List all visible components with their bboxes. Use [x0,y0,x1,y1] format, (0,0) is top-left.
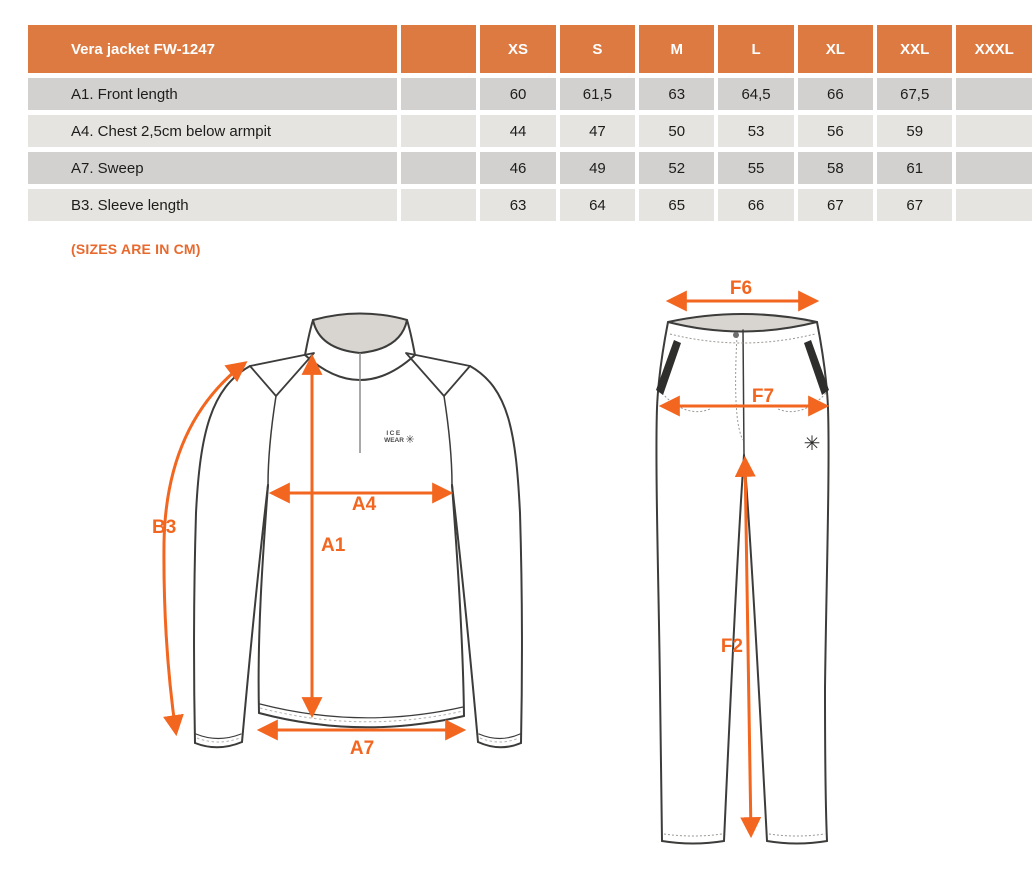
measurement-cell [956,115,1032,147]
size-column-header-xs: XS [480,25,555,73]
units-note: (SIZES ARE IN CM) [71,241,201,257]
measurement-cell: 56 [798,115,873,147]
measurement-cell: 53 [718,115,793,147]
a4-label: A4 [351,494,377,515]
measurement-cell: 46 [480,152,555,184]
jacket-measure-arrows [164,357,463,733]
measurement-cell: 66 [798,78,873,110]
pants-snowflake-icon: ✳ [803,433,821,455]
waistband-inner [668,314,817,332]
table-row-sleeve-length [28,189,1032,221]
table-row-sweep [28,152,1032,184]
logo-text-wear: WEAR [384,437,404,444]
waist-button [733,332,739,338]
measurement-cell: 67,5 [877,78,952,110]
row-label: A1. Front length [28,78,397,110]
f7-label: F7 [751,386,775,407]
a7-label: A7 [349,738,375,759]
measurement-cell: 61,5 [560,78,635,110]
row-label: A4. Chest 2,5cm below armpit [28,115,397,147]
measurement-cell: 44 [480,115,555,147]
b3-label: B3 [152,517,177,538]
row-spacer-cell [401,189,476,221]
measurement-cell: 60 [480,78,555,110]
row-label: B3. Sleeve length [28,189,397,221]
pants-outline [656,322,828,844]
measurement-cell: 63 [480,189,555,221]
jacket-outline [194,320,522,747]
icewear-logo [384,430,415,446]
measurement-cell: 61 [877,152,952,184]
size-column-header-xxl: XXL [877,25,952,73]
measurement-cell: 55 [718,152,793,184]
logo-snowflake-icon: ✳ [405,434,415,446]
a1-label: A1 [321,535,346,556]
f2-label: F2 [720,636,743,657]
jacket-diagram [138,293,523,773]
measurement-cell: 67 [877,189,952,221]
size-table [24,20,1036,226]
row-spacer-cell [401,78,476,110]
product-title: Vera jacket FW-1247 [28,25,397,73]
measurement-cell: 63 [639,78,714,110]
size-column-header-xxxl: XXXL [956,25,1032,73]
size-column-header-xl: XL [798,25,873,73]
measurement-cell [956,152,1032,184]
measurement-cell: 64 [560,189,635,221]
size-table-header-row [28,25,1032,73]
measurement-cell [956,189,1032,221]
measurement-cell: 58 [798,152,873,184]
f6-label: F6 [729,278,753,299]
b3-arrow [164,363,245,733]
measurement-cell: 52 [639,152,714,184]
measurement-cell: 49 [560,152,635,184]
table-row-front-length [28,78,1032,110]
measurement-cell: 50 [639,115,714,147]
size-column-header-l: L [718,25,793,73]
measurement-cell: 66 [718,189,793,221]
size-column-header-m: M [639,25,714,73]
row-label: A7. Sweep [28,152,397,184]
size-column-header-s: S [560,25,635,73]
measurement-cell: 64,5 [718,78,793,110]
table-row-chest [28,115,1032,147]
header-spacer-cell [401,25,476,73]
row-spacer-cell [401,115,476,147]
pants-diagram [640,278,1036,870]
measurement-cell: 65 [639,189,714,221]
collar-inner [313,314,407,354]
row-spacer-cell [401,152,476,184]
measurement-cell: 47 [560,115,635,147]
measurement-cell [956,78,1032,110]
measurement-cell: 59 [877,115,952,147]
logo-text-ice: ICE [386,430,402,437]
measurement-cell: 67 [798,189,873,221]
